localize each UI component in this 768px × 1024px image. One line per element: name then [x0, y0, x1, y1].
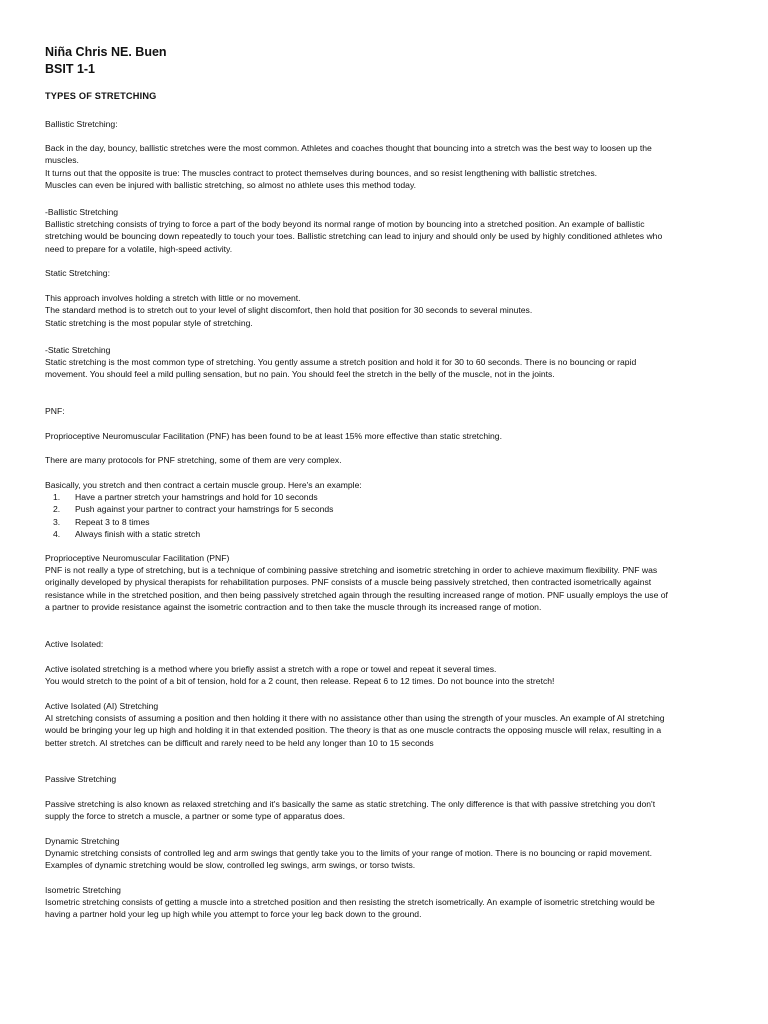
- active-isolated-description: [45, 712, 725, 749]
- text-line: Back in the day, bouncy, ballistic stretches were the most common. Athletes and coaches thought that bouncing into a stretch was the best way to loosen up the: [45, 143, 652, 153]
- text-line: Dynamic stretching consists of controlled leg and arm swings that gently take you to the limits of your range of motion. There is no bouncing or rapid movement.: [45, 848, 652, 858]
- text-line: Examples of dynamic stretching would be slow, controlled leg swings, arm swings, or torso twists.: [45, 860, 416, 871]
- ballistic-paragraph: [45, 142, 725, 192]
- static-description: [45, 356, 725, 381]
- text-line: The standard method is to stretch out to your level of slight discomfort, then hold that position for 30 seconds to several minutes.: [45, 305, 533, 316]
- static-heading: Static Stretching:: [45, 268, 110, 278]
- text-line: PNF is not really a type of stretching, but is a technique of combining passive stretching and isometric stretching in order to achieve maximum flexibility. PNF was: [45, 565, 658, 575]
- list-item: [45, 503, 725, 515]
- list-text: Always finish with a static stretch: [75, 529, 201, 540]
- document-title: TYPES OF STRETCHING: [45, 91, 157, 101]
- text-line: having a partner hold your leg up high while you attempt to force your leg back down to the ground.: [45, 909, 422, 920]
- passive-heading: Passive Stretching: [45, 774, 117, 784]
- pnf-steps-list: [45, 491, 725, 541]
- active-isolated-paragraph: [45, 663, 725, 688]
- text-line: muscles.: [45, 155, 79, 166]
- ballistic-description: [45, 218, 725, 255]
- list-item: [45, 516, 725, 528]
- dynamic-paragraph: [45, 847, 725, 872]
- list-number: 1.: [53, 492, 61, 502]
- static-subheading: -Static Stretching: [45, 345, 111, 355]
- active-isolated-heading: Active Isolated:: [45, 639, 104, 649]
- text-line: need to prepare for a volatile, high-speed activity.: [45, 243, 233, 254]
- text-line: This approach involves holding a stretch with little or no movement.: [45, 293, 301, 303]
- list-item: [45, 491, 725, 503]
- text-line: Passive stretching is also known as relaxed stretching and it's basically the same as static stretching. The only difference is that with passive stretching you don't: [45, 799, 656, 809]
- static-paragraph: [45, 292, 725, 329]
- ballistic-heading: Ballistic Stretching:: [45, 119, 118, 129]
- text-line: It turns out that the opposite is true: The muscles contract to protect themselves during bounces, and so resist lengthening with ballistic stretches.: [45, 167, 598, 178]
- pnf-subheading: Proprioceptive Neuromuscular Facilitation (PNF): [45, 553, 230, 563]
- list-number: 4.: [53, 529, 61, 540]
- list-item: [45, 528, 725, 540]
- pnf-intro: Basically, you stretch and then contract a certain muscle group. Here's an example:: [45, 480, 362, 490]
- active-isolated-subheading: Active Isolated (AI) Stretching: [45, 701, 159, 711]
- text-line: Muscles can even be injured with ballistic stretching, so almost no athlete uses this method today.: [45, 180, 416, 191]
- list-text: Push against your partner to contract your hamstrings for 5 seconds: [75, 504, 334, 515]
- text-line: You would stretch to the point of a bit of tension, hold for a 2 count, then release. Repeat 6 to 12 times. Do not bounce into the stretch!: [45, 676, 555, 687]
- text-line: resistance while in the stretched position, and then being passively stretched again through the resulting increased range of motion. PNF usually employs the use of: [45, 589, 668, 600]
- text-line: Ballistic stretching consists of trying to force a part of the body beyond its normal range of motion by bouncing into a stretched position. An example of ballistic: [45, 219, 645, 229]
- list-text: Have a partner stretch your hamstrings and hold for 10 seconds: [75, 492, 318, 502]
- text-line: would be bringing your leg up high and holding it in that extended position. The theory is that as one muscle contracts the opposing muscle will relax, resulting in a: [45, 725, 662, 736]
- ballistic-subheading: -Ballistic Stretching: [45, 207, 119, 217]
- passive-paragraph: [45, 798, 725, 823]
- pnf-paragraph-2: There are many protocols for PNF stretching, some of them are very complex.: [45, 455, 342, 465]
- text-line: Static stretching is the most popular style of stretching.: [45, 317, 253, 328]
- text-line: originally developed by physical therapists for rehabilitation purposes. PNF consists of a muscle being passively stretched, then contracted isometrically against: [45, 577, 652, 588]
- text-line: stretching would be bouncing down repeatedly to touch your toes. Ballistic stretching can lead to injury and should only be used by highly conditioned athletes who: [45, 231, 663, 242]
- isometric-paragraph: [45, 896, 725, 921]
- text-line: Isometric stretching consists of getting a muscle into a stretched position and then resisting the stretch isometrically. An example of isometric stretching would be: [45, 897, 655, 907]
- dynamic-heading: Dynamic Stretching: [45, 836, 120, 846]
- pnf-description: [45, 564, 725, 614]
- list-text: Repeat 3 to 8 times: [75, 516, 150, 527]
- list-number: 2.: [53, 504, 61, 515]
- text-line: Static stretching is the most common type of stretching. You gently assume a stretch position and hold it for 30 to 60 seconds. There is no bouncing or rapid: [45, 357, 637, 367]
- author-section: BSIT 1-1: [45, 62, 96, 76]
- list-number: 3.: [53, 516, 61, 527]
- text-line: supply the force to stretch a muscle, a partner or some type of apparatus does.: [45, 811, 345, 822]
- author-name: Niña Chris NE. Buen: [45, 45, 167, 59]
- pnf-heading: PNF:: [45, 406, 65, 416]
- text-line: a partner to provide resistance against the isometric contraction and to then take the muscle through its increased range of motion.: [45, 602, 542, 613]
- text-line: movement. You should feel a mild pulling sensation, but no pain. You should feel the stretch in the belly of the muscle, not in the joints.: [45, 369, 555, 380]
- isometric-heading: Isometric Stretching: [45, 885, 121, 895]
- text-line: Active isolated stretching is a method where you briefly assist a stretch with a rope or towel and repeat it several times.: [45, 664, 497, 674]
- text-line: better stretch. AI stretches can be difficult and rarely need to be held any longer than 10 to 15 seconds: [45, 737, 434, 748]
- text-line: AI stretching consists of assuming a position and then holding it there with no assistance other than using the strength of your muscles. An example of AI stretching: [45, 713, 665, 723]
- pnf-paragraph-1: Proprioceptive Neuromuscular Facilitation (PNF) has been found to be at least 15% more effective than static stretching.: [45, 431, 502, 441]
